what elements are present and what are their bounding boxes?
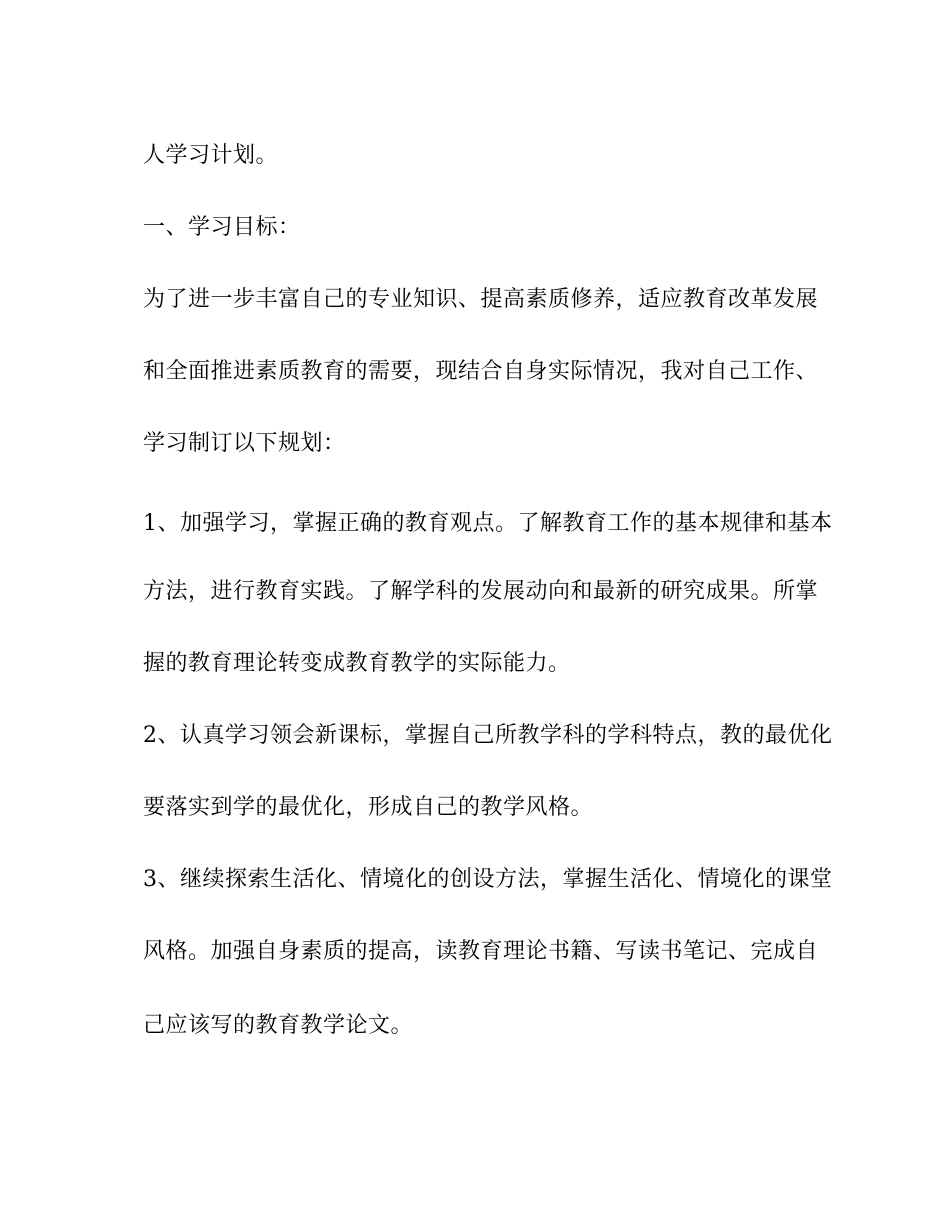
text-line-13: 己应该写的教育教学论文。 (143, 1013, 414, 1038)
text-line-4: 和全面推进素质教育的需要，现结合自身实际情况，我对自己工作、 (143, 359, 819, 384)
text-line-9: 2、认真学习领会新课标，掌握自己所教学科的学科特点，教的最优化 (143, 723, 833, 748)
text-line-1: 人学习计划。 (143, 143, 279, 168)
text-line-7: 方法，进行教育实践。了解学科的发展动向和最新的研究成果。所掌 (143, 579, 819, 604)
text-line-10: 要落实到学的最优化，形成自己的教学风格。 (143, 795, 594, 820)
text-line-3: 为了进一步丰富自己的专业知识、提高素质修养，适应教育改革发展 (143, 287, 819, 312)
text-line-6: 1、加强学习，掌握正确的教育观点。了解教育工作的基本规律和基本 (143, 511, 833, 536)
text-line-11: 3、继续探索生活化、情境化的创设方法，掌握生活化、情境化的课堂 (143, 867, 833, 892)
text-line-8: 握的教育理论转变成教育教学的实际能力。 (143, 651, 571, 676)
section-heading-goals: 一、学习目标： (143, 215, 301, 240)
text-line-12: 风格。加强自身素质的提高，读教育理论书籍、写读书笔记、完成自 (143, 939, 819, 964)
text-line-5: 学习制订以下规划： (143, 431, 346, 456)
